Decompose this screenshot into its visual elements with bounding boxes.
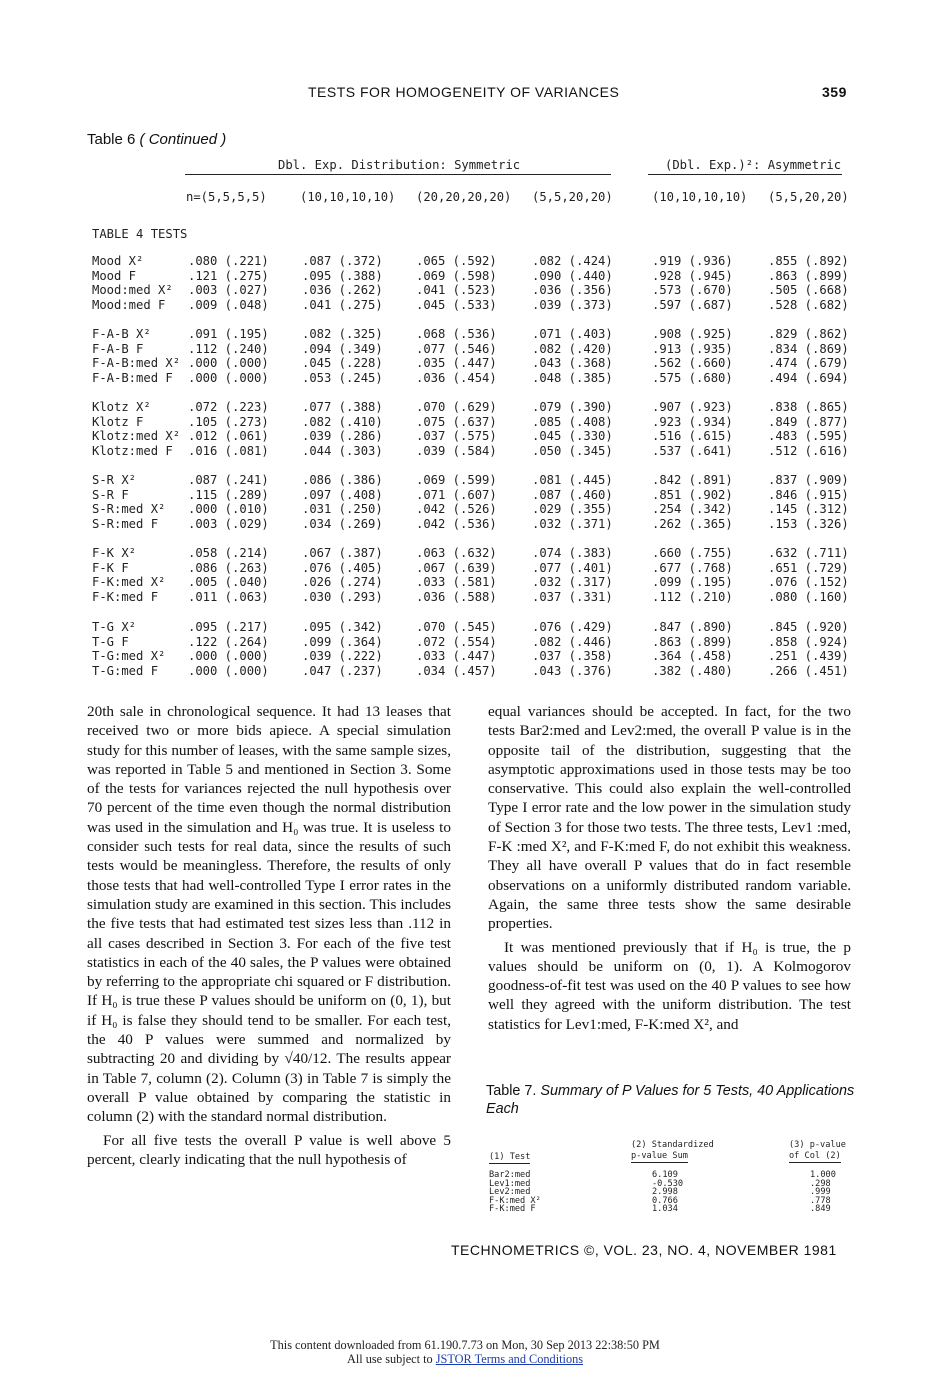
table6-cell: .085 (.408)	[532, 414, 613, 429]
table7-sum-cell: -0.530	[652, 1178, 684, 1189]
table6-cell: .071 (.403)	[532, 327, 613, 341]
table6-cell: .081 (.445)	[532, 473, 613, 487]
paragraph: 20th sale in chronological sequence. It had 13 leases that received two or more bids apiece. A special simulation study for this number of leases, with the same sample sizes, was reported in Table 5 and mentioned in Section 3. Some of the tests for variances rejected the null hypothesis over 70 percent of the time even though the normal distribution was used in the simulation and H₀ was true. It is useless to consider such tests for real data, since the results of such tests would be meaningless. Therefore, the results of only those tests that had well-controlled Type I error rates in the simulation study are examined in this section. This includes the five tests that had estimated test sizes less than .112 in all cases described in Section 3. For each of the five test statistics in each of the 40 sales, the P values were obtained by referring to the appropriate chi squared or F distribution. If H₀ is true these P values should be uniform on (0, 1), but if H₀ is false they should tend to be smaller. For each test, the 40 P values were summed and normalized by subtracting 20 and dividing by √40/12. The results appear in Table 7, column (2). Column (3) in Table 7 is simply the overall P value obtained by comparing the statistic in column (2) with the standard normal distribution.	[87, 703, 451, 1126]
table6-cell: .086 (.263)	[188, 560, 269, 575]
table6-cell: .919 (.936)	[652, 254, 733, 268]
table6-cell: .068 (.536)	[416, 327, 497, 341]
table6-cell: .087 (.241)	[188, 473, 269, 487]
table6-cell: .095 (.342)	[302, 620, 383, 634]
table6-row-label: Klotz:med X²	[92, 429, 181, 444]
table7-sum-cell: 6.109	[652, 1170, 678, 1180]
table6-cell: .032 (.317)	[532, 575, 613, 590]
table6-cell: .036 (.262)	[302, 283, 383, 298]
table6-row-label: F-K X²	[92, 546, 137, 560]
table6-cell: .076 (.429)	[532, 620, 613, 634]
terms-prefix: All use subject to	[346, 1352, 436, 1366]
table6-cell: .082 (.420)	[532, 341, 613, 356]
table6-cell: .382 (.480)	[652, 663, 733, 678]
table6-cell: .000 (.000)	[188, 370, 269, 385]
terms-line	[0, 1352, 930, 1366]
table6-cell: .041 (.275)	[302, 297, 383, 312]
table6-cell: .016 (.081)	[188, 443, 269, 458]
table6-row-label: T-G F	[92, 634, 129, 649]
table6-cell: .000 (.000)	[188, 356, 269, 371]
table7-p-cell: .778	[810, 1195, 831, 1206]
table6-cell: .000 (.000)	[188, 649, 269, 664]
table6-row-label: F-K:med F	[92, 589, 159, 604]
table6-cell: .063 (.632)	[416, 546, 497, 560]
table6-cell: .069 (.599)	[416, 473, 497, 487]
table6-cell: .851 (.902)	[652, 487, 733, 502]
table6-cell: .033 (.447)	[416, 649, 497, 664]
table6-row-label: Klotz F	[92, 414, 144, 429]
table6-row-label: F-A-B:med F	[92, 370, 173, 385]
table6-row-label: Klotz X²	[92, 400, 151, 414]
table6-cell: .036 (.454)	[416, 370, 497, 385]
table6-cell: .037 (.575)	[416, 429, 497, 444]
table6-row-label: F-A-B:med X²	[92, 356, 181, 371]
table6-cell: .043 (.376)	[532, 663, 613, 678]
table6-cell: .923 (.934)	[652, 414, 733, 429]
table7-test-cell: F-K:med F	[489, 1204, 536, 1215]
table6-cell: .000 (.000)	[188, 663, 269, 678]
table6-cell: .090 (.440)	[532, 268, 613, 283]
table6-cell: .251 (.439)	[768, 649, 849, 664]
table6-col-head: n=(5,5,5,5)	[186, 190, 267, 204]
table6-row-label: F-A-B F	[92, 341, 144, 356]
table6-cell: .651 (.729)	[768, 560, 849, 575]
table6-cell: .842 (.891)	[652, 473, 733, 487]
running-title: TESTS FOR HOMOGENEITY OF VARIANCES	[308, 84, 620, 100]
table6-cell: .039 (.584)	[416, 443, 497, 458]
table6-cell: .072 (.554)	[416, 634, 497, 649]
table6-cell: .086 (.386)	[302, 473, 383, 487]
table6-cell: .849 (.877)	[768, 414, 849, 429]
table6-row-label: Mood X²	[92, 254, 144, 268]
table7-head-test: (1) Test	[489, 1152, 531, 1162]
table6-cell: .012 (.061)	[188, 429, 269, 444]
table6-cell: .065 (.592)	[416, 254, 497, 268]
table6-cell: .034 (.269)	[302, 516, 383, 531]
table7-head-p-1: (3) p-value	[789, 1140, 846, 1150]
table6-caption-prefix: Table 6	[87, 131, 136, 148]
table6-cell: .044 (.303)	[302, 443, 383, 458]
table6-cell: .087 (.460)	[532, 487, 613, 502]
table6-cell: .112 (.240)	[188, 341, 269, 356]
table7-caption-text: Summary of P Values for 5 Tests, 40 Applications Each	[486, 1083, 855, 1117]
table6-cell: .597 (.687)	[652, 297, 733, 312]
table6-cell: .105 (.273)	[188, 414, 269, 429]
table6-row-label: S-R:med F	[92, 516, 159, 531]
table6-cell: .537 (.641)	[652, 443, 733, 458]
table6-col-head: (20,20,20,20)	[416, 190, 512, 204]
table6-row-label: Mood:med F	[92, 297, 166, 312]
table6-col-head: (10,10,10,10)	[652, 190, 748, 204]
table6-row-label: S-R X²	[92, 473, 137, 487]
table6-cell: .042 (.536)	[416, 516, 497, 531]
table6-cell: .036 (.356)	[532, 283, 613, 298]
paragraph: It was mentioned previously that if H₀ is true, the p values should be uniform on (0, 1). A Kolmogorov goodness-of-fit test was used on the 40 P values to see how well they agreed with the uniform distribution. The test statistics for Lev1:med, F-K:med X², and	[488, 938, 851, 1033]
table6-cell: .003 (.027)	[188, 283, 269, 298]
table7-p-cell: 1.000	[810, 1170, 836, 1180]
table6-cell: .074 (.383)	[532, 546, 613, 560]
table6-cell: .099 (.364)	[302, 634, 383, 649]
table6-cell: .071 (.607)	[416, 487, 497, 502]
table6-cell: .494 (.694)	[768, 370, 849, 385]
table6-cell: .632 (.711)	[768, 546, 849, 560]
table6-group-symmetric: Dbl. Exp. Distribution: Symmetric	[278, 158, 521, 172]
journal-footer: TECHNOMETRICS ©, VOL. 23, NO. 4, NOVEMBER 1981	[451, 1242, 837, 1258]
table6-cell: .660 (.755)	[652, 546, 733, 560]
table6-cell: .847 (.890)	[652, 620, 733, 634]
table6-cell: .050 (.345)	[532, 443, 613, 458]
table6-cell: .076 (.152)	[768, 575, 849, 590]
table6-cell: .266 (.451)	[768, 663, 849, 678]
table7-test-cell: Bar2:med	[489, 1170, 531, 1180]
table6-cell: .099 (.195)	[652, 575, 733, 590]
table6-cell: .039 (.222)	[302, 649, 383, 664]
table6-cell: .863 (.899)	[652, 634, 733, 649]
jstor-footer	[0, 1338, 930, 1366]
table6-cell: .079 (.390)	[532, 400, 613, 414]
table6-cell: .153 (.326)	[768, 516, 849, 531]
table6-cell: .070 (.545)	[416, 620, 497, 634]
table6-cell: .042 (.526)	[416, 502, 497, 517]
table6-cell: .043 (.368)	[532, 356, 613, 371]
table6-cell: .095 (.217)	[188, 620, 269, 634]
table6-cell: .077 (.388)	[302, 400, 383, 414]
table6-cell: .094 (.349)	[302, 341, 383, 356]
table6-cell: .067 (.639)	[416, 560, 497, 575]
table6-cell: .512 (.616)	[768, 443, 849, 458]
table6-cell: .855 (.892)	[768, 254, 849, 268]
table6-cell: .026 (.274)	[302, 575, 383, 590]
table6-caption-continued: ( Continued )	[139, 131, 227, 148]
table7-head-sum-2: p-value Sum	[631, 1151, 688, 1161]
table6-cell: .045 (.533)	[416, 297, 497, 312]
table7-head-p-2: of Col (2)	[789, 1151, 841, 1161]
table6-row-label: Mood F	[92, 268, 137, 283]
table7-p-cell: .999	[810, 1187, 831, 1198]
table6-cell: .858 (.924)	[768, 634, 849, 649]
table6-cell: .838 (.865)	[768, 400, 849, 414]
table6-cell: .091 (.195)	[188, 327, 269, 341]
table6-group-asymmetric: (Dbl. Exp.)²: Asymmetric	[665, 158, 842, 172]
table6-row-label: T-G:med X²	[92, 649, 166, 664]
table7-sum-cell: 2.998	[652, 1187, 678, 1198]
table6-cell: .000 (.010)	[188, 502, 269, 517]
paragraph: For all five tests the overall P value is well above 5 percent, clearly indicating that the null hypothesis of	[87, 1131, 451, 1168]
table6-cell: .834 (.869)	[768, 341, 849, 356]
table6-rule-asymmetric	[648, 174, 842, 175]
table6-col-head: (10,10,10,10)	[300, 190, 396, 204]
table6-cell: .474 (.679)	[768, 356, 849, 371]
table6-cell: .032 (.371)	[532, 516, 613, 531]
table6-cell: .082 (.446)	[532, 634, 613, 649]
table6-cell: .575 (.680)	[652, 370, 733, 385]
table7-test-cell: F-K:med X²	[489, 1195, 541, 1206]
table6-cell: .145 (.312)	[768, 502, 849, 517]
table6-cell: .121 (.275)	[188, 268, 269, 283]
table6-cell: .082 (.410)	[302, 414, 383, 429]
download-line: This content downloaded from 61.190.7.73 on Mon, 30 Sep 2013 22:38:50 PM	[270, 1338, 660, 1352]
table6-cell: .095 (.388)	[302, 268, 383, 283]
table6-cell: .031 (.250)	[302, 502, 383, 517]
table6-cell: .829 (.862)	[768, 327, 849, 341]
table6-cell: .505 (.668)	[768, 283, 849, 298]
table6-section-label: TABLE 4 TESTS	[92, 227, 188, 241]
table6-cell: .009 (.048)	[188, 297, 269, 312]
table6-cell: .076 (.405)	[302, 560, 383, 575]
table6-cell: .082 (.424)	[532, 254, 613, 268]
table6-cell: .005 (.040)	[188, 575, 269, 590]
table6-cell: .845 (.920)	[768, 620, 849, 634]
table6-row-label: T-G X²	[92, 620, 137, 634]
table6-cell: .573 (.670)	[652, 283, 733, 298]
table6-row-label: F-A-B X²	[92, 327, 151, 341]
table7-test-cell: Lev2:med	[489, 1187, 531, 1198]
table6-cell: .041 (.523)	[416, 283, 497, 298]
table6-col-head: (5,5,20,20)	[768, 190, 849, 204]
table6-row-label: T-G:med F	[92, 663, 159, 678]
right-text-column	[488, 702, 851, 1034]
table7-test-cell: Lev1:med	[489, 1178, 531, 1189]
table6-cell: .075 (.637)	[416, 414, 497, 429]
table6-cell: .034 (.457)	[416, 663, 497, 678]
table6-cell: .528 (.682)	[768, 297, 849, 312]
table7-head-sum-1: (2) Standardized	[631, 1140, 714, 1150]
table6-cell: .262 (.365)	[652, 516, 733, 531]
table6-cell: .928 (.945)	[652, 268, 733, 283]
table6-cell: .677 (.768)	[652, 560, 733, 575]
table6-cell: .069 (.598)	[416, 268, 497, 283]
table6-cell: .908 (.925)	[652, 327, 733, 341]
table6-row-label: Mood:med X²	[92, 283, 173, 298]
table6-cell: .364 (.458)	[652, 649, 733, 664]
table6-cell: .029 (.355)	[532, 502, 613, 517]
table6-cell: .039 (.373)	[532, 297, 613, 312]
table6-row-label: S-R:med X²	[92, 502, 166, 517]
table6-cell: .058 (.214)	[188, 546, 269, 560]
paragraph: equal variances should be accepted. In fact, for the two tests Bar2:med and Lev2:med, the overall P value is in the opposite tail of the distribution, suggesting that the asymptotic approximations used in those tests may be too conservative. This could also explain the well-controlled Type I error rate and the low power in the simulation study of Section 3 for those two tests. The three tests, Lev1 :med, F-K :med X², and F-K:med F, do not exhibit this weakness. They all have overall P values that do in fact resemble observations on a uniformly distributed random variable. Again, the same three tests show the same desirable properties.	[488, 703, 851, 933]
table7-caption	[486, 1082, 856, 1118]
table6-cell: .035 (.447)	[416, 356, 497, 371]
jstor-terms-link[interactable]: JSTOR Terms and Conditions	[435, 1352, 584, 1366]
page-number: 359	[822, 84, 847, 100]
table6-cell: .112 (.210)	[652, 589, 733, 604]
table6-cell: .072 (.223)	[188, 400, 269, 414]
table6-row-label: Klotz:med F	[92, 443, 173, 458]
table6-cell: .036 (.588)	[416, 589, 497, 604]
table6-cell: .053 (.245)	[302, 370, 383, 385]
table6-cell: .047 (.237)	[302, 663, 383, 678]
table6-cell: .077 (.546)	[416, 341, 497, 356]
table7-p-cell: .849	[810, 1204, 831, 1215]
table6-cell: .837 (.909)	[768, 473, 849, 487]
table6-cell: .516 (.615)	[652, 429, 733, 444]
table6-cell: .846 (.915)	[768, 487, 849, 502]
table6-cell: .037 (.331)	[532, 589, 613, 604]
table6-cell: .115 (.289)	[188, 487, 269, 502]
table6-caption	[87, 131, 226, 148]
table6-cell: .030 (.293)	[302, 589, 383, 604]
table7-sum-cell: 1.034	[652, 1204, 678, 1215]
table6-cell: .913 (.935)	[652, 341, 733, 356]
table6-cell: .483 (.595)	[768, 429, 849, 444]
table6-cell: .080 (.221)	[188, 254, 269, 268]
table7-caption-prefix: Table 7.	[486, 1083, 537, 1099]
table6-cell: .077 (.401)	[532, 560, 613, 575]
table6-cell: .045 (.330)	[532, 429, 613, 444]
table6-col-head: (5,5,20,20)	[532, 190, 613, 204]
table6-cell: .863 (.899)	[768, 268, 849, 283]
table6-cell: .080 (.160)	[768, 589, 849, 604]
table6-cell: .070 (.629)	[416, 400, 497, 414]
table7-sum-cell: 0.766	[652, 1195, 678, 1206]
table6-cell: .254 (.342)	[652, 502, 733, 517]
table6-cell: .122 (.264)	[188, 634, 269, 649]
table6-cell: .045 (.228)	[302, 356, 383, 371]
left-text-column	[87, 702, 451, 1169]
table6-cell: .067 (.387)	[302, 546, 383, 560]
table6-cell: .039 (.286)	[302, 429, 383, 444]
table6-cell: .011 (.063)	[188, 589, 269, 604]
table6-cell: .087 (.372)	[302, 254, 383, 268]
table7-p-cell: .298	[810, 1178, 831, 1189]
table6-cell: .048 (.385)	[532, 370, 613, 385]
table6-cell: .003 (.029)	[188, 516, 269, 531]
table6-cell: .562 (.660)	[652, 356, 733, 371]
table6-cell: .037 (.358)	[532, 649, 613, 664]
table6-cell: .907 (.923)	[652, 400, 733, 414]
table6-row-label: F-K:med X²	[92, 575, 166, 590]
table6-rule-symmetric	[185, 174, 611, 175]
table6-row-label: F-K F	[92, 560, 129, 575]
table6-cell: .097 (.408)	[302, 487, 383, 502]
table6-cell: .082 (.325)	[302, 327, 383, 341]
table6-cell: .033 (.581)	[416, 575, 497, 590]
table6-row-label: S-R F	[92, 487, 129, 502]
